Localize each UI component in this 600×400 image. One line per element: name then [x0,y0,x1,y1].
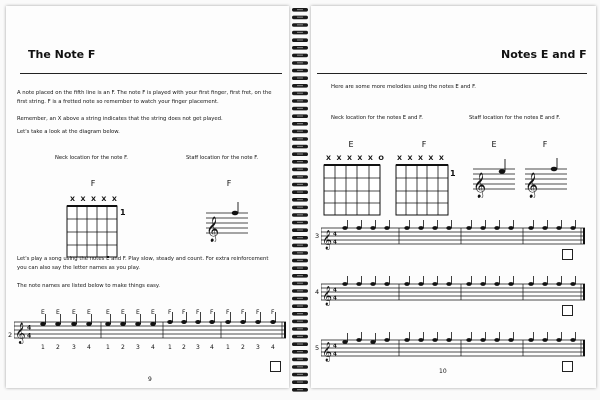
exercise-note [556,220,561,230]
exercise-note [542,220,547,230]
exercise-note [480,332,485,342]
note-letter: F [210,309,214,316]
spiral-coil [292,228,308,232]
spiral-coil [292,373,308,377]
count-number: 3 [136,344,140,351]
spiral-coil [292,38,308,42]
count-number: 1 [41,344,45,351]
treble-clef-icon: 𝄞 [322,342,333,362]
count-number: 1 [226,344,230,351]
spiral-coil [292,289,308,293]
exercise-note [528,276,533,286]
count-number: 3 [72,344,76,351]
note-names-hint: The note names are listed below to make things easy. [17,283,160,289]
spiral-coil [292,76,308,80]
muted-string-note: Remember, an X above a string indicates that the string does not get played. [17,116,223,122]
spiral-coil [292,198,308,202]
exercise-note [570,276,575,286]
spiral-coil [292,259,308,263]
svg-text:4: 4 [333,351,337,358]
spiral-coil [292,190,308,194]
spiral-binding [289,4,311,396]
diagram-note-name: F [90,179,96,188]
exercise-note [342,220,347,230]
note-letter: E [136,309,140,316]
exercise-note [480,220,485,230]
exercise-note [556,276,561,286]
staff-note-f: F [542,140,548,149]
svg-text:𝄞: 𝄞 [206,217,220,242]
count-number: 2 [241,344,245,351]
exercise-note [418,276,423,286]
exercise-note [508,276,513,286]
exercise-note [508,332,513,342]
exercise-note [432,220,437,230]
practice-checkbox-4[interactable] [562,305,573,316]
fretboard-diagram-e [323,162,383,218]
page-number: 9 [148,376,152,383]
spiral-coil [292,388,308,392]
exercise-note [528,332,533,342]
spiral-coil [292,8,308,12]
spiral-coil [292,107,308,111]
spiral-coil [292,274,308,278]
count-number: 4 [151,344,155,351]
spiral-coil [292,46,308,50]
left-page [6,6,289,388]
note-letter: E [121,309,125,316]
treble-clef-icon: 𝄞 [322,230,333,250]
spiral-coil [292,69,308,73]
spiral-coil [292,304,308,308]
exercise-note [528,220,533,230]
count-number: 1 [106,344,110,351]
spiral-coil [292,342,308,346]
spiral-coil [292,160,308,164]
exercise-note [446,276,451,286]
exercise-note [466,220,471,230]
exercise-note [508,220,513,230]
spiral-coil [292,236,308,240]
note-letter: E [87,309,91,316]
svg-text:𝄞: 𝄞 [473,173,487,198]
exercise-note [480,276,485,286]
muted-strings-f: X X X X X [397,154,446,162]
staff-location-label: Staff location for the note F. [186,155,259,161]
spiral-coil [292,312,308,316]
fretboard-diagram-f [395,162,455,218]
exercise-note [404,332,409,342]
spiral-coil [292,213,308,217]
svg-text:4: 4 [333,287,337,294]
spiral-coil [292,54,308,58]
count-number: 3 [256,344,260,351]
spiral-coil [292,61,308,65]
exercise-note [494,220,499,230]
exercise-note [356,332,361,342]
spiral-coil [292,92,308,96]
exercise-note [384,220,389,230]
note-letter: F [241,309,245,316]
exercise-staff-5 [321,332,587,362]
exercise-note [466,332,471,342]
count-number: 4 [87,344,91,351]
exercise-note [370,333,375,344]
note-letter: E [56,309,60,316]
exercise-note [356,220,361,230]
exercise-note [418,220,423,230]
muted-strings-marks: X X X X X [70,195,119,203]
spiral-coil [292,31,308,35]
spiral-coil [292,358,308,362]
intro-paragraph: Here are some more melodies using the notes E and F. [331,84,476,90]
treble-clef-icon: 𝄞 [322,286,333,306]
exercise-note [542,332,547,342]
exercise-note [384,276,389,286]
spiral-coil [292,320,308,324]
spiral-coil [292,380,308,384]
spiral-coil [292,16,308,20]
song-instructions: Let's play a song using the notes E and F. Play slow, steady and count. For extra reinforcement you can also say the letter names as you play. [17,256,269,271]
fretboard-diagram-f [66,203,126,259]
svg-text:𝄞: 𝄞 [525,173,539,198]
exercise-note [370,220,375,230]
count-number: 3 [196,344,200,351]
title-rule [20,73,282,74]
spiral-coil [292,365,308,369]
staff-note-name: F [226,179,232,188]
intro-paragraph: A note placed on the fifth line is an F. The note F is played with your first finger, first fret, on the first string. F is a fretted note so remember to watch your finger placement. [17,90,272,105]
exercise-note [342,276,347,286]
fret-number: 1 [120,208,126,217]
exercise-note [356,276,361,286]
right-page [311,6,596,388]
count-number: 4 [210,344,214,351]
spiral-coil [292,282,308,286]
svg-text:4: 4 [333,239,337,246]
spiral-coil [292,206,308,210]
note-letter: F [182,309,186,316]
exercise-note [384,332,389,342]
spiral-coil [292,175,308,179]
count-number: 2 [182,344,186,351]
exercise-note [432,332,437,342]
page-title: Notes E and F [501,48,587,61]
exercise-note [494,276,499,286]
exercise-note [542,276,547,286]
muted-strings-e: X X X X X O [326,154,386,162]
practice-checkbox-5[interactable] [562,361,573,372]
exercise-note [570,220,575,230]
spiral-coil [292,335,308,339]
count-number: 2 [121,344,125,351]
count-number: 2 [56,344,60,351]
exercise-note [404,220,409,230]
exercise-note [418,332,423,342]
spiral-coil [292,99,308,103]
exercise-number: 2 [8,331,13,339]
page-number: 10 [439,368,447,375]
exercise-note [342,333,347,344]
exercise-note [404,276,409,286]
spiral-coil [292,244,308,248]
spiral-coil [292,221,308,225]
note-letter: E [106,309,110,316]
spiral-coil [292,130,308,134]
spiral-coil [292,327,308,331]
spiral-coil [292,152,308,156]
fret-number: 1 [450,169,456,178]
neck-location-label: Neck location for the note F. [55,155,128,161]
exercise-note [494,332,499,342]
spiral-coil [292,350,308,354]
staff-diagram-e [471,158,517,198]
exercise-note [370,276,375,286]
exercise-note [556,332,561,342]
practice-checkbox[interactable] [270,361,281,372]
staff-note-e: E [491,140,497,149]
note-letter: E [151,309,155,316]
note-letter: F [226,309,230,316]
neck-location-label: Neck location for the notes E and F. [331,115,423,121]
svg-text:4: 4 [333,231,337,238]
spiral-coil [292,251,308,255]
exercise-note [432,276,437,286]
exercise-note [466,276,471,286]
svg-text:4: 4 [333,343,337,350]
note-letter: E [41,309,45,316]
diagram-note-f: F [421,140,427,149]
exercise-note [446,332,451,342]
exercise-staff-3 [321,220,587,250]
diagram-intro: Let's take a look at the diagram below. [17,129,120,135]
spiral-coil [292,168,308,172]
spiral-coil [292,122,308,126]
note-letter: F [196,309,200,316]
staff-location-label: Staff location for the notes E and F. [469,115,561,121]
svg-text:4: 4 [333,295,337,302]
spiral-coil [292,145,308,149]
exercise-number: 3 [315,232,320,240]
diagram-note-e: E [348,140,354,149]
spiral-coil [292,114,308,118]
title-rule [317,73,587,74]
note-letter: E [72,309,76,316]
note-letter: F [271,309,275,316]
svg-text:𝄞: 𝄞 [15,323,26,344]
exercise-note [446,220,451,230]
note-letter: F [256,309,260,316]
staff-diagram-f [523,158,569,198]
spiral-coil [292,23,308,27]
count-number: 1 [168,344,172,351]
svg-text:4: 4 [27,332,32,340]
spiral-coil [292,84,308,88]
note-letter: F [168,309,172,316]
exercise-note [570,332,575,342]
spiral-coil [292,183,308,187]
staff-diagram-f [204,202,250,242]
spiral-coil [292,266,308,270]
exercise-staff-4 [321,276,587,306]
exercise-number: 5 [315,344,320,352]
exercise-number: 4 [315,288,320,296]
svg-text:4: 4 [27,324,32,332]
spiral-coil [292,297,308,301]
count-number: 4 [271,344,275,351]
spiral-coil [292,137,308,141]
page-title: The Note F [28,48,96,61]
practice-checkbox-3[interactable] [562,249,573,260]
